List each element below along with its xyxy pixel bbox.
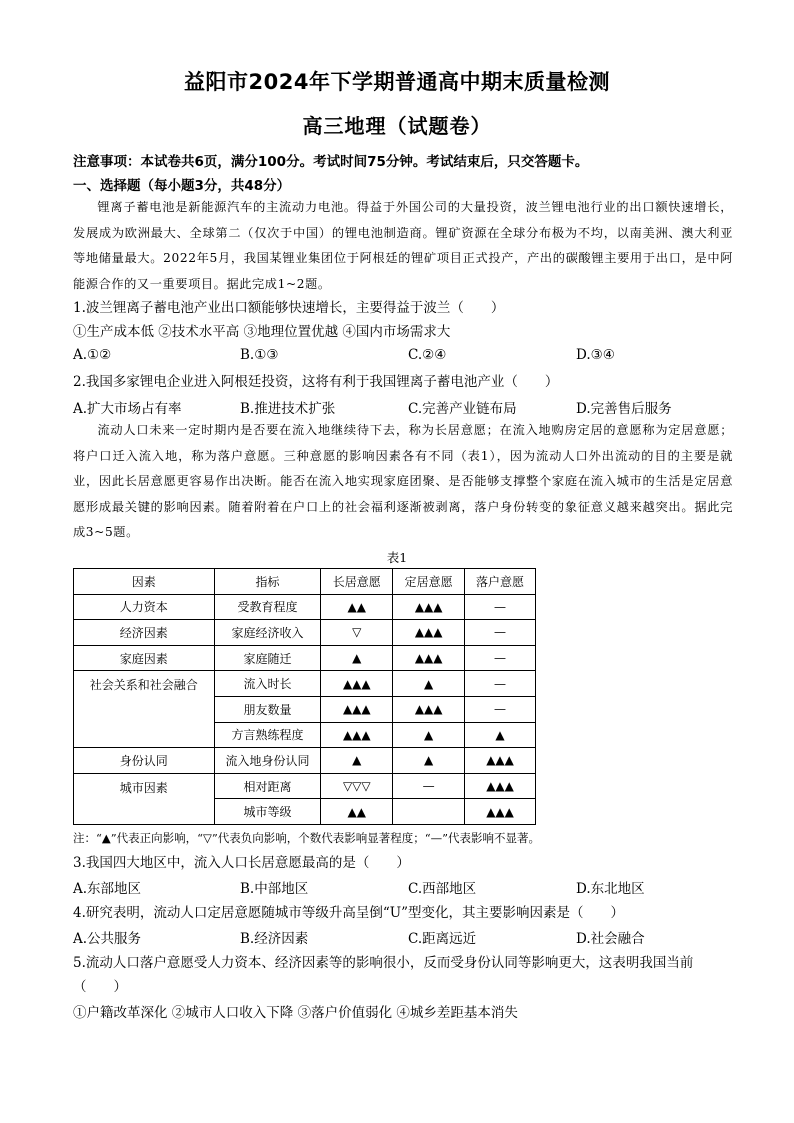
exam-notice: 注意事项：本试卷共6页，满分100分。考试时间75分钟。考试结束后，只交答题卡。 bbox=[73, 154, 589, 170]
indicator-cell: 城市等级 bbox=[214, 799, 321, 825]
option-b: B.中部地区 bbox=[240, 881, 309, 897]
value-cell: — bbox=[465, 671, 536, 697]
value-cell: ▲▲▲ bbox=[393, 620, 465, 646]
value-cell: ▲▲▲ bbox=[321, 722, 393, 748]
question-1-stem: 1.波兰锂离子蓄电池产业出口额能够快速增长，主要得益于波兰（ ） bbox=[73, 300, 505, 316]
factors-table bbox=[73, 568, 536, 825]
factor-cell: 城市因素 bbox=[74, 773, 215, 824]
passage-2: 流动人口未来一定时期内是否要在流入地继续待下去，称为长居意愿；在流入地购房定居的意愿称为定居意愿；将户口迁入流入地，称为落户意愿。三种意愿的影响因素各有不同（表1），因为流动人口外出流动的目的主要是就业，因此长居意愿更容易作出决断。能否在流入地实现家庭团聚、是否能够支撑整个家庭在流入城市的生活是定居意愿形成最关键的影响因素。随着附着在户口上的社会福利逐渐被剥离，落户身份转变的象征意义越来越突出。据此完成3~5题。 bbox=[73, 423, 733, 540]
question-4-stem: 4.研究表明，流动人口定居意愿随城市等级升高呈倒“U”型变化，其主要影响因素是（ ） bbox=[73, 905, 625, 921]
option-d: D.完善售后服务 bbox=[576, 401, 672, 417]
value-cell: ▲▲ bbox=[321, 594, 393, 620]
table-header-cell: 落户意愿 bbox=[465, 569, 536, 595]
indicator-cell: 朋友数量 bbox=[214, 696, 321, 722]
value-cell: ▲▲▲ bbox=[465, 773, 536, 799]
value-cell: ▽ bbox=[321, 620, 393, 646]
table-row bbox=[74, 773, 536, 799]
indicator-cell: 相对距离 bbox=[214, 773, 321, 799]
table-header-row bbox=[74, 569, 536, 595]
question-5-stem: 5.流动人口落户意愿受人力资本、经济因素等的影响很小，反而受身份认同等影响更大，这表明我国当前（ ） bbox=[73, 955, 694, 995]
indicator-cell: 受教育程度 bbox=[214, 594, 321, 620]
question-3-options bbox=[73, 877, 733, 899]
factor-cell: 家庭因素 bbox=[74, 645, 215, 671]
table-row bbox=[74, 620, 536, 646]
table-row bbox=[74, 645, 536, 671]
option-c: C.②④ bbox=[408, 347, 447, 363]
value-cell: ▲ bbox=[321, 645, 393, 671]
indicator-cell: 流入时长 bbox=[214, 671, 321, 697]
table-header-cell: 定居意愿 bbox=[393, 569, 465, 595]
value-cell: ▲ bbox=[393, 748, 465, 774]
option-c: C.距离远近 bbox=[408, 931, 477, 947]
exam-subtitle: 高三地理（试题卷） bbox=[302, 114, 492, 138]
value-cell: ▲▲▲ bbox=[393, 696, 465, 722]
table-caption: 表1 bbox=[386, 550, 408, 565]
value-cell: ▲▲▲ bbox=[393, 645, 465, 671]
question-3-stem: 3.我国四大地区中，流入人口长居意愿最高的是（ ） bbox=[73, 855, 410, 871]
value-cell: — bbox=[393, 773, 465, 799]
factor-cell: 社会关系和社会融合 bbox=[74, 671, 215, 748]
table-row bbox=[74, 748, 536, 774]
option-b: B.推进技术扩张 bbox=[240, 401, 336, 417]
question-2-options bbox=[73, 397, 733, 419]
question-1-items: ①生产成本低 ②技术水平高 ③地理位置优越 ④国内市场需求大 bbox=[73, 324, 451, 340]
question-2-stem: 2.我国多家锂电企业进入阿根廷投资，这将有利于我国锂离子蓄电池产业（ ） bbox=[73, 374, 559, 390]
value-cell: ▽▽▽ bbox=[321, 773, 393, 799]
option-a: A.①② bbox=[73, 347, 112, 363]
value-cell: ▲▲▲ bbox=[321, 696, 393, 722]
table-header-cell: 因素 bbox=[74, 569, 215, 595]
value-cell: ▲ bbox=[393, 722, 465, 748]
exam-title: 益阳市2024年下学期普通高中期末质量检测 bbox=[184, 70, 610, 94]
factor-cell: 经济因素 bbox=[74, 620, 215, 646]
value-cell: — bbox=[465, 645, 536, 671]
option-d: D.东北地区 bbox=[576, 881, 645, 897]
option-c: C.完善产业链布局 bbox=[408, 401, 517, 417]
table-header-cell: 指标 bbox=[214, 569, 321, 595]
option-a: A.扩大市场占有率 bbox=[73, 401, 182, 417]
option-b: B.经济因素 bbox=[240, 931, 309, 947]
table-row bbox=[74, 594, 536, 620]
indicator-cell: 方言熟练程度 bbox=[214, 722, 321, 748]
value-cell: ▲ bbox=[465, 722, 536, 748]
value-cell: ▲▲▲ bbox=[465, 748, 536, 774]
option-c: C.西部地区 bbox=[408, 881, 477, 897]
factor-cell: 人力资本 bbox=[74, 594, 215, 620]
option-d: D.社会融合 bbox=[576, 931, 645, 947]
table-note: 注：“▲”代表正向影响，“▽”代表负向影响，个数代表影响显著程度；“—”代表影响不显著。 bbox=[73, 831, 540, 845]
value-cell: — bbox=[465, 594, 536, 620]
option-b: B.①③ bbox=[240, 347, 279, 363]
value-cell: ▲▲▲ bbox=[393, 594, 465, 620]
option-a: A.东部地区 bbox=[73, 881, 142, 897]
indicator-cell: 家庭经济收入 bbox=[214, 620, 321, 646]
value-cell: — bbox=[465, 620, 536, 646]
table-row bbox=[74, 671, 536, 697]
section-title: 一、选择题（每小题3分，共48分） bbox=[73, 178, 291, 194]
question-1-options bbox=[73, 347, 733, 369]
value-cell: ▲▲ bbox=[321, 799, 393, 825]
table-header-cell: 长居意愿 bbox=[321, 569, 393, 595]
value-cell bbox=[393, 799, 465, 825]
value-cell: ▲ bbox=[393, 671, 465, 697]
factor-cell: 身份认同 bbox=[74, 748, 215, 774]
value-cell: ▲▲▲ bbox=[321, 671, 393, 697]
value-cell: — bbox=[465, 696, 536, 722]
option-a: A.公共服务 bbox=[73, 931, 142, 947]
value-cell: ▲ bbox=[321, 748, 393, 774]
indicator-cell: 家庭随迁 bbox=[214, 645, 321, 671]
question-4-options bbox=[73, 927, 733, 949]
option-d: D.③④ bbox=[576, 347, 615, 363]
indicator-cell: 流入地身份认同 bbox=[214, 748, 321, 774]
passage-1: 锂离子蓄电池是新能源汽车的主流动力电池。得益于外国公司的大量投资，波兰锂电池行业的出口额快速增长，发展成为欧洲最大、全球第二（仅次于中国）的锂电池制造商。锂矿资源在全球分布极为不均，以南美洲、澳大利亚等地储量最大。2022年5月，我国某锂业集团位于阿根廷的锂矿项目正式投产，产出的碳酸锂主要用于出口，是中阿能源合作的又一重要项目。据此完成1~2题。 bbox=[73, 200, 733, 291]
question-5-items: ①户籍改革深化 ②城市人口收入下降 ③落户价值弱化 ④城乡差距基本消失 bbox=[73, 1005, 518, 1021]
value-cell: ▲▲▲ bbox=[465, 799, 536, 825]
